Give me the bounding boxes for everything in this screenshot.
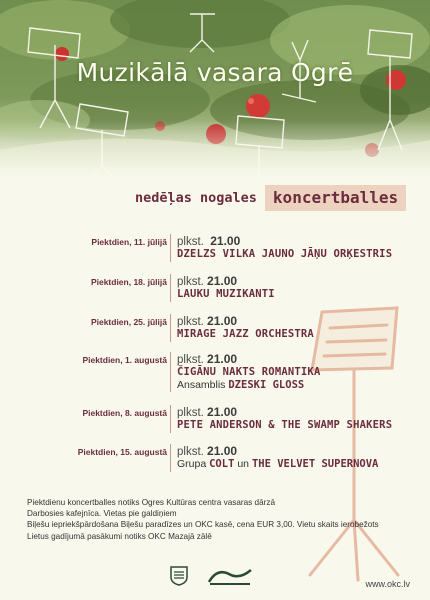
time-value: 21.00 — [207, 352, 238, 366]
subtitle — [135, 183, 406, 213]
event-time — [177, 314, 237, 328]
event-date: Piektdien, 18. jūlijā — [90, 277, 167, 287]
event-item — [0, 314, 430, 342]
event-item — [0, 234, 430, 262]
divider — [170, 234, 171, 262]
event-time — [177, 405, 237, 419]
event-item — [0, 444, 430, 472]
divider — [170, 274, 171, 302]
group-name: THE VELVET SUPERNOVA — [251, 458, 379, 470]
time-value: 21.00 — [207, 314, 238, 328]
event-date: Piektdien, 8. augustā — [82, 408, 167, 418]
group-prefix: Grupa — [177, 458, 207, 470]
time-prefix: plkst. — [177, 236, 204, 248]
footer-note: Biļešu iepriekšpārdošana Biļešu paradīzes un OKC kasē, cena EUR 3,00. Vietu skaits ierobežots — [27, 520, 379, 530]
time-prefix: plkst. — [177, 316, 204, 328]
event-performer: ČIGĀNU NAKTS ROMANTIKA — [177, 366, 321, 378]
time-prefix: plkst. — [177, 354, 204, 366]
event-performer: PETE ANDERSON & THE SWAMP SHAKERS — [177, 419, 393, 431]
footer-note: Piektdienu koncertballes notiks Ogres Kultūras centra vasaras dārzā — [27, 498, 276, 507]
okc-logo — [207, 566, 253, 588]
extra-name: DZESKI GLOSS — [228, 379, 305, 391]
group-joiner: un — [237, 458, 250, 470]
time-value: 21.00 — [207, 274, 238, 288]
time-prefix: plkst. — [177, 276, 204, 288]
strawberry-photo — [0, 0, 430, 180]
subtitle-prefix: nedēļas nogales — [135, 190, 257, 206]
divider — [170, 314, 171, 342]
event-performer — [177, 458, 378, 470]
footer-notes — [27, 497, 379, 542]
event-performer: DZELZS VILKA JAUNO JĀŅU ORĶESTRIS — [177, 248, 393, 260]
event-date: Piektdien, 15. augustā — [77, 447, 167, 457]
time-prefix: plkst. — [177, 407, 204, 419]
event-time — [177, 352, 237, 366]
extra-prefix: Ansamblis — [177, 379, 226, 391]
event-item — [0, 352, 430, 392]
time-value: 21.00 — [207, 444, 238, 458]
group-name: COLT — [209, 458, 235, 470]
event-time — [177, 274, 237, 288]
footer-note: Lietus gadījumā pasākumi notiks OKC Mazajā zālē — [27, 531, 212, 541]
strawberry-field-illustration — [0, 0, 430, 180]
divider — [170, 444, 171, 472]
event-time — [177, 234, 240, 248]
subtitle-highlight: koncertballes — [265, 185, 406, 211]
event-performer: MIRAGE JAZZ ORCHESTRA — [177, 328, 314, 340]
event-extra — [177, 379, 304, 391]
event-performer: LAUKU MUZIKANTI — [177, 288, 275, 300]
footer-note: Darbosies kafejnīca. Vietas pie galdiņiem — [27, 509, 177, 519]
event-item — [0, 405, 430, 433]
page-title: Muzikālā vasara Ogrē — [76, 58, 354, 87]
website-link[interactable]: www.okc.lv — [365, 579, 410, 589]
divider — [170, 405, 171, 433]
time-value: 21.00 — [210, 234, 241, 248]
time-prefix: plkst. — [177, 446, 204, 458]
time-value: 21.00 — [207, 405, 238, 419]
event-date: Piektdien, 25. jūlijā — [90, 317, 167, 327]
event-item — [0, 274, 430, 302]
event-date: Piektdien, 11. jūlijā — [91, 237, 167, 247]
ogre-coat-of-arms-logo — [170, 566, 188, 586]
divider — [170, 352, 171, 392]
event-date: Piektdien, 1. augustā — [82, 355, 167, 365]
event-time — [177, 444, 237, 458]
